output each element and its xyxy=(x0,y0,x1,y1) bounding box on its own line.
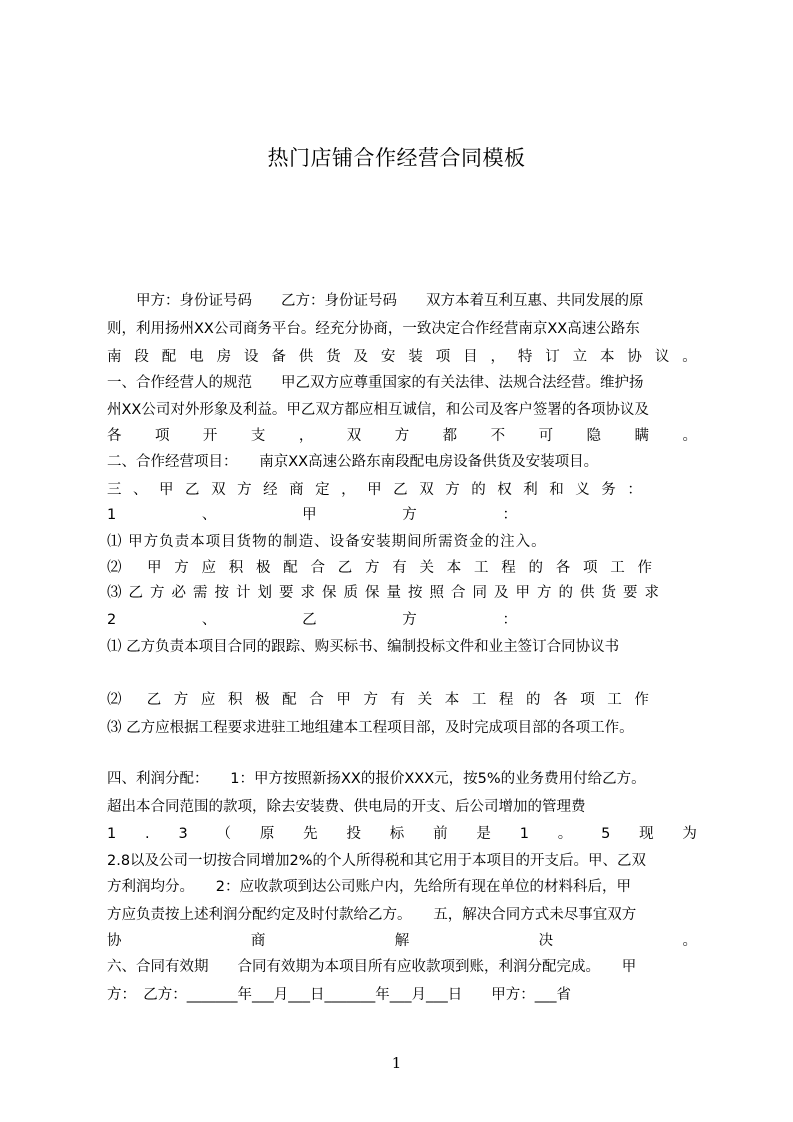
justified-char: 方 xyxy=(537,585,552,601)
justified-char: 。 xyxy=(682,349,697,365)
justified-char: 及 xyxy=(494,585,509,601)
justified-char: 按 xyxy=(408,585,423,601)
justified-char: 保 xyxy=(365,585,380,601)
justified-char: 本 xyxy=(600,349,615,365)
justified-char: 设 xyxy=(243,349,259,365)
justified-char: 的 xyxy=(471,482,486,498)
justified-char: 双 xyxy=(419,482,434,498)
justified-char: 甲 xyxy=(147,560,162,576)
justified-char: 是 xyxy=(476,826,491,842)
justified-char: 瞒 xyxy=(634,428,649,444)
justified-char: 乙 xyxy=(185,482,200,498)
justified-char: 作 xyxy=(637,560,652,576)
justified-char: 隐 xyxy=(586,428,602,444)
body-line: 则，利用扬州XX公司商务平台。经充分协商，一致决定合作经营南京XX高速公路东 xyxy=(107,321,640,337)
justified-char: 原 xyxy=(259,826,275,842)
justified-char: 有 xyxy=(392,560,407,576)
justified-char: 必 xyxy=(171,585,186,601)
justified-char: 方 xyxy=(173,692,189,708)
page-number: 1 xyxy=(391,1054,402,1072)
body-line: 州XX公司对外形象及利益。甲乙双方都应相互诚信，和公司及客户签署的各项协议及 xyxy=(107,402,649,418)
justified-char: 方 xyxy=(365,560,380,576)
justified-char: 按 xyxy=(214,585,229,601)
justified-char: 积 xyxy=(228,560,244,576)
justified-char: 协 xyxy=(107,933,122,949)
justified-char: （ xyxy=(216,826,232,842)
justified-char: 1 xyxy=(107,826,117,842)
justified-char: 三 xyxy=(107,482,122,498)
justified-char: 利 xyxy=(523,482,538,498)
justified-char: 关 xyxy=(417,692,433,708)
justified-char: 。 xyxy=(557,826,573,842)
justified-char: 方 xyxy=(445,482,460,498)
justified-char: 开 xyxy=(202,428,218,444)
justified-char: 货 xyxy=(601,585,616,601)
justified-char: 项 xyxy=(583,560,598,576)
justified-char: 方 xyxy=(402,507,417,523)
body-line-justified xyxy=(107,424,697,448)
body-line: 方利润均分。 2：应收款项到达公司账户内，先给所有现在单位的材料科后，甲 xyxy=(107,879,631,895)
justified-char: 照 xyxy=(429,585,444,601)
justified-char: 应 xyxy=(201,560,216,576)
justified-char: ⑶ xyxy=(107,585,122,601)
justified-char: 乙 xyxy=(128,585,143,601)
justified-char: ： xyxy=(627,482,642,498)
justified-char: 安 xyxy=(380,349,396,365)
justified-char: 合 xyxy=(451,585,466,601)
body-line-justified xyxy=(107,556,652,580)
justified-char: 各 xyxy=(553,692,568,708)
justified-char: 程 xyxy=(501,560,516,576)
justified-char: 协 xyxy=(627,349,642,365)
justified-char: 不 xyxy=(490,428,506,444)
justified-char: 计 xyxy=(236,585,251,601)
justified-char: 3 xyxy=(178,826,188,842)
justified-char: 量 xyxy=(386,585,401,601)
justified-char: 、 xyxy=(201,507,217,523)
justified-char: 配 xyxy=(283,560,298,576)
justified-char: 合 xyxy=(310,560,325,576)
justified-char: 乙 xyxy=(146,692,162,708)
justified-char: 需 xyxy=(193,585,208,601)
justified-char: 甲 xyxy=(336,692,351,708)
justified-char: 乙 xyxy=(337,560,353,576)
body-line: 二、合作经营项目： 南京XX高速公路东南段配电房设备供货及安装项目。 xyxy=(107,454,599,470)
justified-char: ， xyxy=(341,482,356,498)
justified-char: 备 xyxy=(271,349,286,365)
document-title: 热门店铺合作经营合同模板 xyxy=(267,146,526,170)
body-line: 一、合作经营人的规范 甲乙双方应尊重国家的有关法律、法规合法经营。维护扬 xyxy=(107,375,644,391)
justified-char: 方 xyxy=(394,428,410,444)
justified-char: 投 xyxy=(346,826,361,842)
justified-char: 求 xyxy=(644,585,659,601)
justified-char: ⑵ xyxy=(107,692,122,708)
justified-char: 装 xyxy=(408,349,423,365)
justified-char: 保 xyxy=(322,585,337,601)
justified-char: 方 xyxy=(174,560,189,576)
justified-char: 的 xyxy=(528,560,543,576)
justified-char: ： xyxy=(502,507,517,523)
justified-char: 2 xyxy=(107,612,117,628)
justified-char: 供 xyxy=(298,349,314,365)
justified-char: 供 xyxy=(580,585,595,601)
justified-char: 议 xyxy=(654,349,670,365)
justified-char: 各 xyxy=(107,428,122,444)
justified-char: ， xyxy=(490,349,505,365)
justified-char: 要 xyxy=(279,585,294,601)
justified-char: 房 xyxy=(216,349,232,365)
justified-char: 务 xyxy=(601,482,616,498)
justified-char: . xyxy=(145,826,150,842)
justified-char: 。 xyxy=(682,933,697,949)
justified-char: 极 xyxy=(255,692,270,708)
body-line: 四、利润分配： 1：甲方按照新扬XX的报价XXX元，按5%的业务费用付给乙方。 xyxy=(107,771,646,787)
body-line: 超出本合同范围的款项，除去安装费、供电局的开支、后公司增加的管理费 xyxy=(107,799,586,815)
justified-char: 商 xyxy=(250,933,266,949)
justified-char: 划 xyxy=(257,585,272,601)
justified-char: 积 xyxy=(227,692,243,708)
justified-char: 方 xyxy=(402,612,417,628)
justified-char: 项 xyxy=(580,692,595,708)
justified-char: 支 xyxy=(250,428,266,444)
justified-char: 本 xyxy=(444,692,460,708)
justified-char: 的 xyxy=(526,692,541,708)
body-line-justified xyxy=(107,929,697,953)
justified-char: 配 xyxy=(161,349,177,365)
justified-char: 解 xyxy=(394,933,410,949)
justified-char: 应 xyxy=(200,692,216,708)
justified-char: 要 xyxy=(623,585,638,601)
justified-char: 可 xyxy=(538,428,554,444)
justified-char: 合 xyxy=(309,692,324,708)
justified-char: 甲 xyxy=(302,507,317,523)
justified-char: 特 xyxy=(517,349,533,365)
justified-char: 标 xyxy=(389,826,405,842)
justified-char: 先 xyxy=(303,826,318,842)
justified-char: 1 xyxy=(519,826,529,842)
justified-char: 各 xyxy=(555,560,571,576)
justified-char: 求 xyxy=(300,585,315,601)
body-line-justified xyxy=(107,822,697,846)
justified-char: 配 xyxy=(282,692,297,708)
justified-char: 经 xyxy=(263,482,278,498)
justified-char: 和 xyxy=(549,482,564,498)
justified-char: 南 xyxy=(107,349,122,365)
justified-char: 、 xyxy=(201,612,217,628)
justified-char: 立 xyxy=(572,349,588,365)
justified-char: 订 xyxy=(545,349,560,365)
body-line-justified xyxy=(107,608,517,632)
justified-char: ， xyxy=(298,428,314,444)
justified-char: 关 xyxy=(419,560,434,576)
justified-char: 项 xyxy=(154,428,170,444)
body-line: 方应负责按上述利润分配约定及时付款给乙方。 五，解决合同方式未尽事宜双方 xyxy=(107,907,637,923)
body-line-justified xyxy=(107,503,517,527)
body-line-justified xyxy=(107,581,659,605)
justified-char: 义 xyxy=(575,482,590,498)
justified-char: 5 xyxy=(601,826,611,842)
justified-char: 段 xyxy=(134,349,149,365)
justified-char: 项 xyxy=(435,349,451,365)
justified-char: 方 xyxy=(237,482,252,498)
justified-char: ⑵ xyxy=(107,560,122,576)
body-line: ⑴ 甲方负责本项目货物的制造、设备安装期间所需资金的注入。 xyxy=(107,534,547,550)
justified-char: 决 xyxy=(538,933,554,949)
justified-char: 双 xyxy=(211,482,226,498)
body-line: ⑶ 乙方应根据工程要求进驻工地组建本工程项目部，及时完成项目部的各项工作。 xyxy=(107,720,634,736)
justified-char: 工 xyxy=(474,560,489,576)
justified-char: 。 xyxy=(682,428,697,444)
justified-char: 都 xyxy=(442,428,458,444)
justified-char: 工 xyxy=(607,692,622,708)
justified-char: 为 xyxy=(682,826,697,842)
justified-char: 有 xyxy=(390,692,406,708)
justified-char: 货 xyxy=(326,349,341,365)
justified-char: 本 xyxy=(446,560,462,576)
justified-char: 1 xyxy=(107,507,117,523)
justified-char: 权 xyxy=(497,482,512,498)
justified-char: 、 xyxy=(133,482,148,498)
body-line-justified xyxy=(107,478,642,502)
justified-char: 甲 xyxy=(367,482,382,498)
justified-char: 目 xyxy=(463,349,478,365)
justified-char: 极 xyxy=(256,560,271,576)
justified-char: 工 xyxy=(471,692,487,708)
justified-char: 质 xyxy=(343,585,358,601)
body-line: 甲方：身份证号码 乙方：身份证号码 双方本着互利互惠、共同发展的原 xyxy=(107,293,644,309)
body-line: 方： 乙方：_______年___月___日_______年___月___日 甲方：___省 xyxy=(107,987,571,1003)
body-line-justified xyxy=(107,688,649,712)
body-line-justified xyxy=(107,345,697,369)
justified-char: 方 xyxy=(363,692,378,708)
justified-char: 甲 xyxy=(159,482,174,498)
justified-char: 商 xyxy=(289,482,304,498)
body-line: 六、合同有效期 合同有效期为本项目所有应收款项到账，利润分配完成。 甲 xyxy=(107,959,637,975)
justified-char: 工 xyxy=(610,560,625,576)
justified-char: 程 xyxy=(498,692,514,708)
justified-char: 现 xyxy=(639,826,654,842)
body-line: 2.8以及公司一切按合同增加2%的个人所得税和其它用于本项目的开支后。甲、乙双 xyxy=(107,853,647,869)
justified-char: 前 xyxy=(433,826,448,842)
justified-char: 乙 xyxy=(393,482,408,498)
justified-char: 方 xyxy=(150,585,165,601)
justified-char: 乙 xyxy=(302,612,317,628)
body-line: ⑴ 乙方负责本项目合同的跟踪、购买标书、编制投标文件和业主签订合同协议书 xyxy=(107,639,620,655)
justified-char: 双 xyxy=(346,428,362,444)
justified-char: 电 xyxy=(189,349,204,365)
justified-char: 定 xyxy=(315,482,330,498)
justified-char: 甲 xyxy=(515,585,530,601)
justified-char: ： xyxy=(502,612,517,628)
justified-char: 及 xyxy=(353,349,369,365)
justified-char: 的 xyxy=(558,585,573,601)
justified-char: 作 xyxy=(634,692,649,708)
justified-char: 同 xyxy=(472,585,487,601)
